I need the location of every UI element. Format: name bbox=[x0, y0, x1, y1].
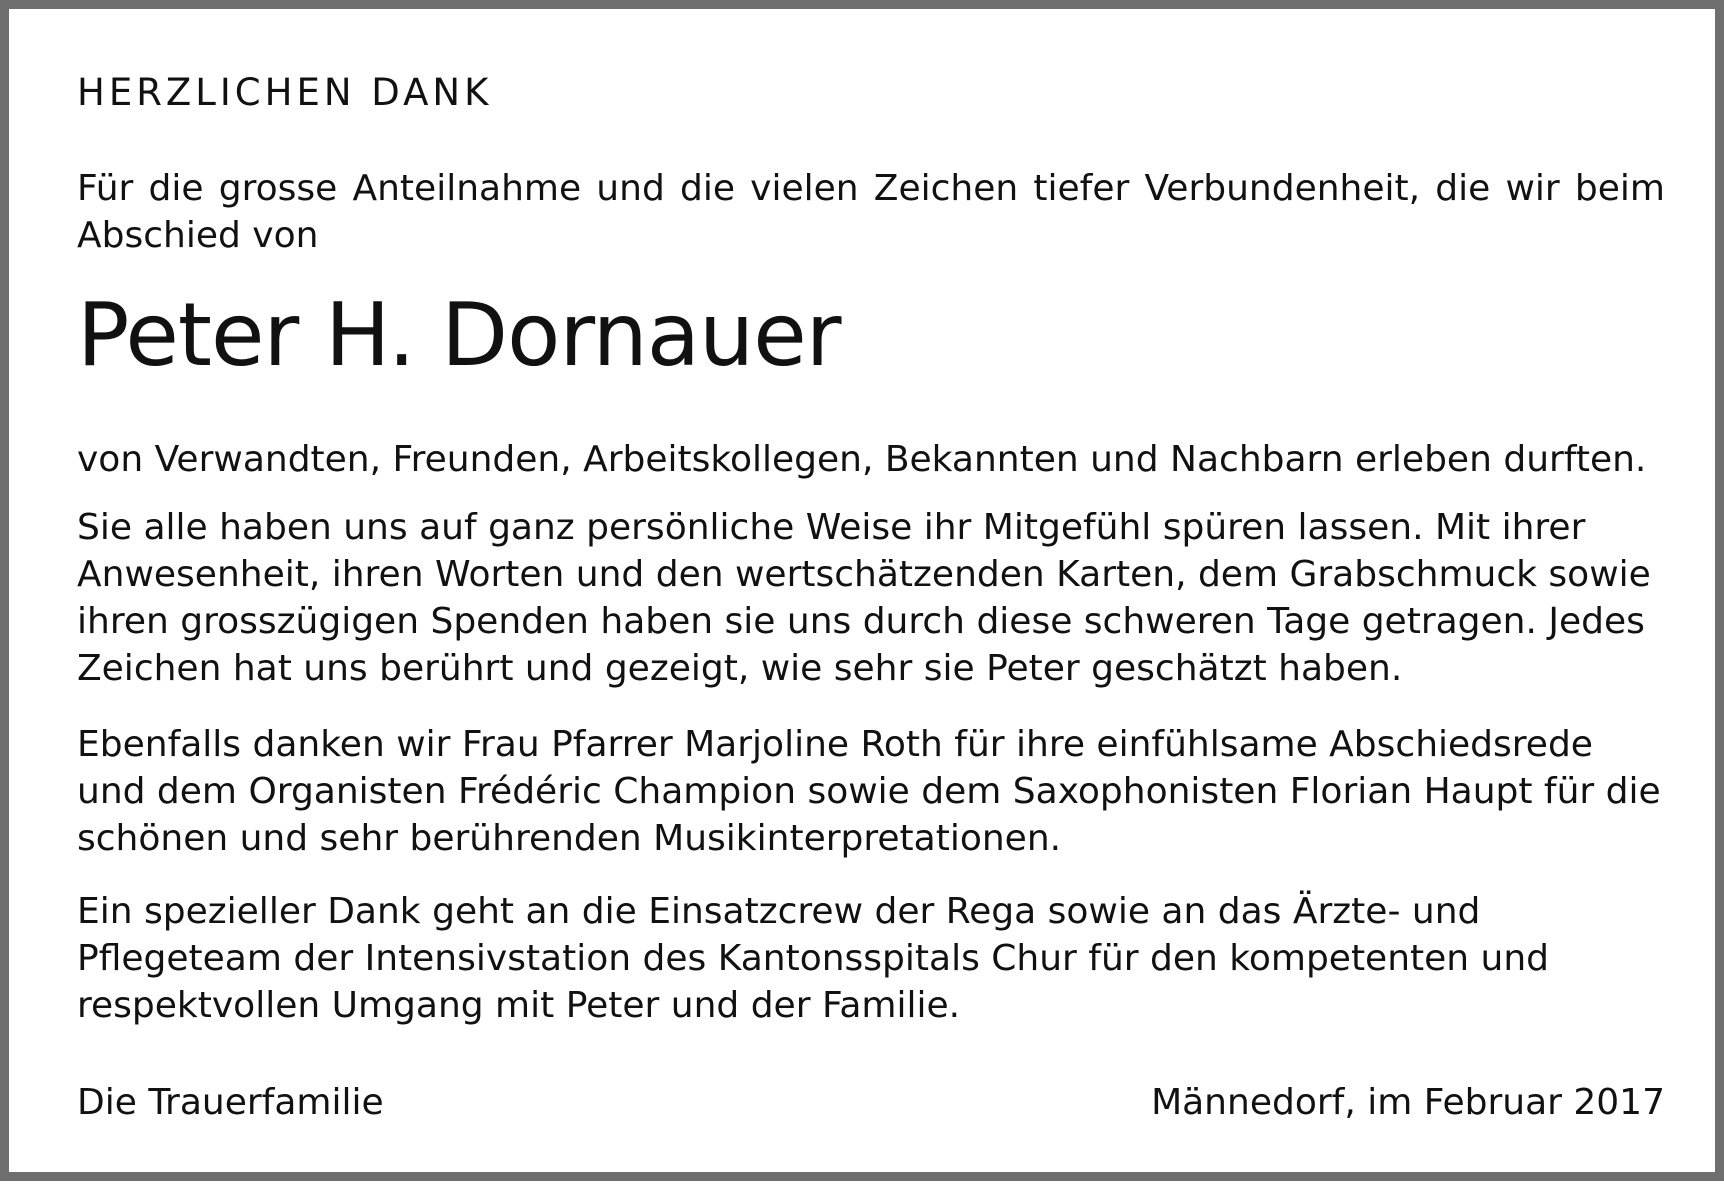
intro-text: Für die grosse Anteilnahme und die vielen Zeichen tiefer Verbundenheit, die wir beim Abschied von bbox=[77, 168, 1665, 256]
paragraph-sympathy: Sie alle haben uns auf ganz persönliche Weise ihr Mitgefühl spüren lassen. Mit ihrer Anwesenheit, ihren Worten und den wertschätzenden Karten, dem Grabschmuck sowie ihren grosszügigen Spenden haben sie uns durch diese schweren Tage getragen. Jedes Zeichen hat uns berührt und gezeigt, wie sehr sie Peter geschätzt haben. bbox=[77, 507, 1651, 689]
notice-heading: HERZLICHEN DANK bbox=[77, 71, 493, 114]
signature: Die Trauerfamilie bbox=[77, 1082, 384, 1123]
place-date: Männedorf, im Februar 2017 bbox=[1151, 1082, 1665, 1123]
paragraph-ceremony-thanks: Ebenfalls danken wir Frau Pfarrer Marjoline Roth für ihre einfühlsame Abschiedsrede und dem Organisten Frédéric Champion sowie dem Saxophonisten Florian Haupt für die schönen und sehr berührenden Musikinterpretationen. bbox=[77, 724, 1661, 859]
notice-content bbox=[77, 9, 1665, 1190]
paragraph-thanks-guests: von Verwandten, Freunden, Arbeitskollegen, Bekannten und Nachbarn erleben durften. bbox=[77, 439, 1647, 480]
paragraph-medical-thanks: Ein spezieller Dank geht an die Einsatzcrew der Rega sowie an das Ärzte- und Pflegeteam der Intensivstation des Kantonsspitals Chur für den kompetenten und respektvollen Umgang mit Peter und der Familie. bbox=[77, 891, 1550, 1026]
deceased-name: Peter H. Dornauer bbox=[77, 284, 841, 386]
